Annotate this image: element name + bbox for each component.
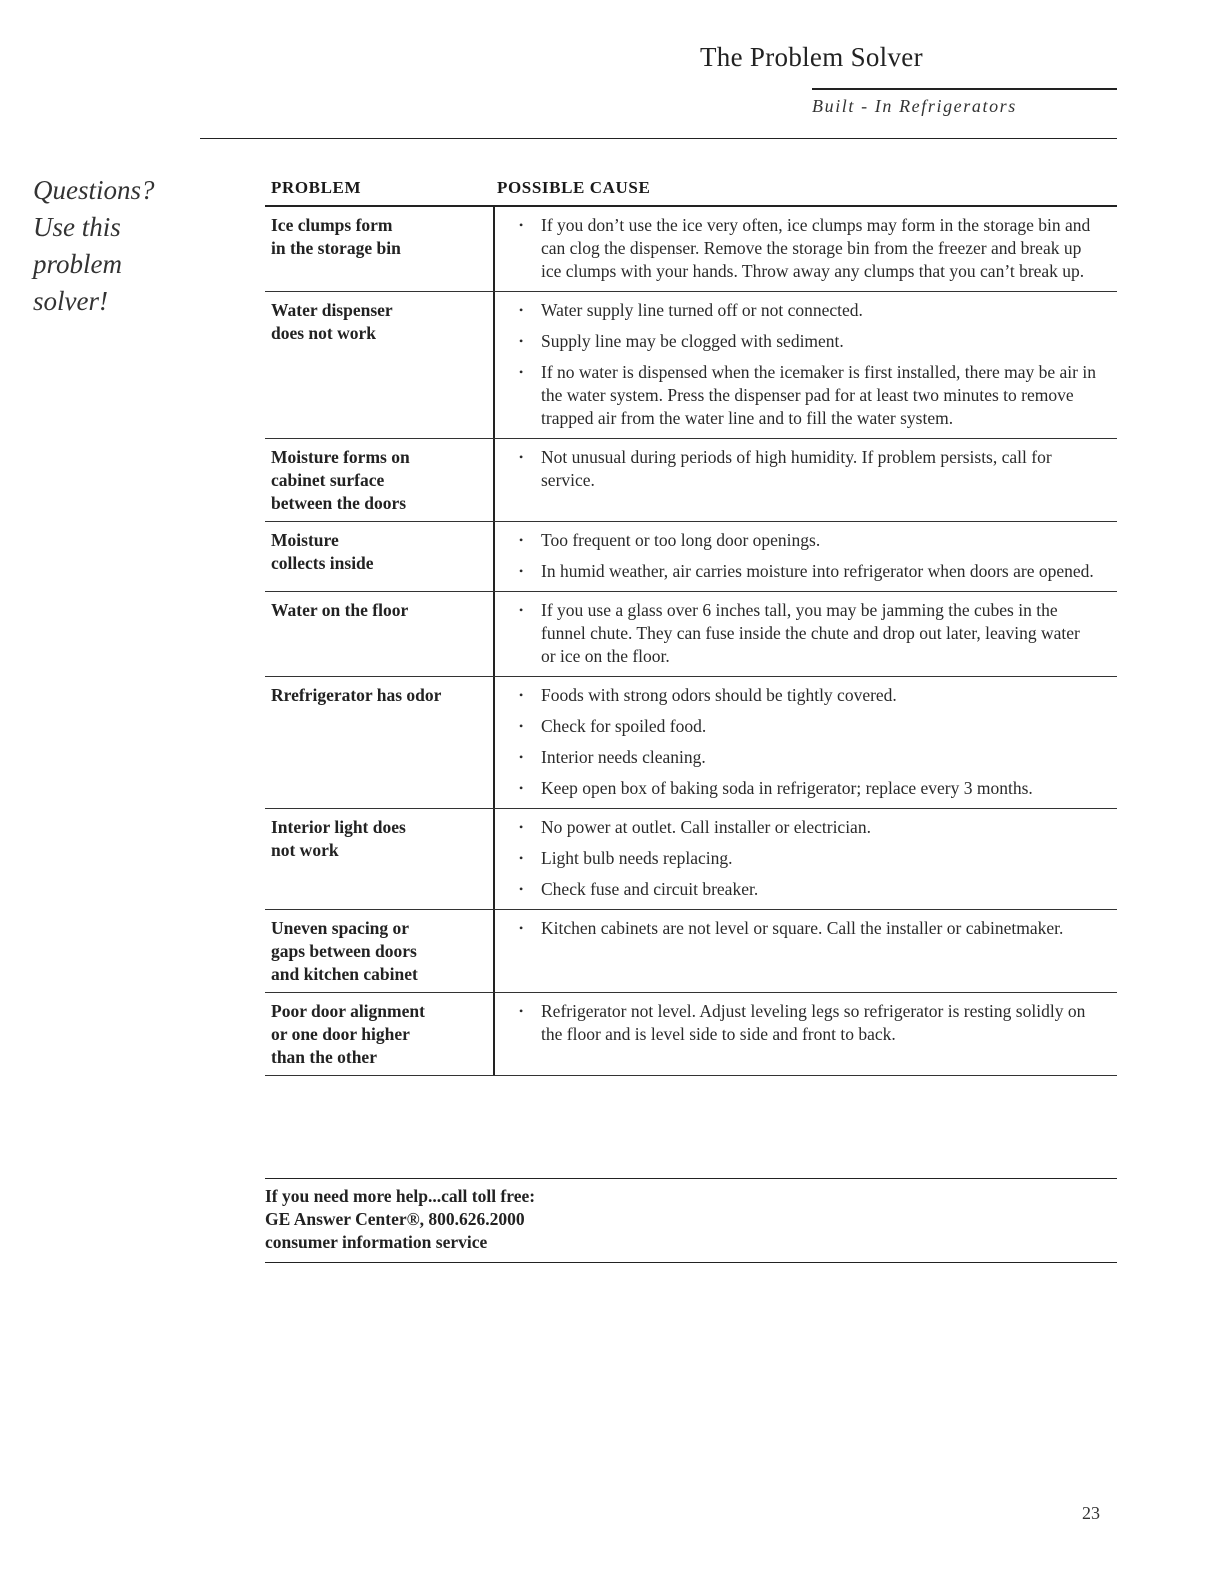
bullet-icon: • (519, 882, 524, 896)
table-row (265, 809, 1117, 910)
bullet-icon: • (519, 750, 524, 764)
problem-text: not work (271, 840, 339, 860)
problem-text: Poor door alignment (271, 1001, 425, 1021)
cause-item (519, 529, 1097, 552)
cause-cell (495, 592, 1117, 676)
table-row (265, 292, 1117, 439)
help-phone-line: GE Answer Center®, 800.626.2000 (265, 1209, 525, 1229)
cause-text: Foods with strong odors should be tightly covered. (541, 685, 897, 705)
problem-cell (265, 809, 495, 909)
cause-text: Interior needs cleaning. (541, 747, 706, 767)
problem-text: Moisture forms on (271, 447, 410, 467)
bullet-icon: • (519, 781, 524, 795)
cause-item (519, 917, 1097, 940)
cause-text: Water supply line turned off or not connected. (541, 300, 863, 320)
trouble-table (265, 174, 1117, 1076)
problem-text: Uneven spacing or (271, 918, 410, 938)
problem-text: between the doors (271, 493, 407, 513)
bullet-icon: • (519, 533, 524, 547)
cause-cell (495, 292, 1117, 438)
cause-item (519, 1000, 1097, 1046)
cause-cell (495, 207, 1117, 291)
header-rule (200, 138, 1117, 139)
tagline-line: Use this (33, 212, 121, 242)
bullet-icon: • (519, 564, 524, 578)
page-number: 23 (1082, 1503, 1100, 1523)
cause-text: In humid weather, air carries moisture into refrigerator when doors are opened. (541, 561, 1094, 581)
cause-text: Too frequent or too long door openings. (541, 530, 821, 550)
table-row (265, 910, 1117, 993)
page-title: The Problem Solver (700, 42, 923, 72)
table-row (265, 677, 1117, 809)
problem-cell (265, 207, 495, 291)
tagline-line: solver! (33, 286, 108, 316)
cause-item (519, 330, 1097, 353)
cause-item (519, 684, 1097, 707)
problem-text: Rrefrigerator has odor (271, 685, 442, 705)
problem-text: or one door higher (271, 1024, 410, 1044)
problem-text: does not work (271, 323, 377, 343)
tagline-line: problem (33, 249, 122, 279)
cause-cell (495, 993, 1117, 1075)
tagline-line: Questions? (33, 175, 155, 205)
side-tagline (33, 172, 213, 320)
table-body (265, 207, 1117, 1076)
cause-item (519, 446, 1097, 492)
cause-item (519, 746, 1097, 769)
page-subtitle: Built - In Refrigerators (812, 96, 1017, 116)
cause-text: Not unusual during periods of high humidity. If problem persists, call for service. (541, 447, 1052, 490)
bullet-icon: • (519, 719, 524, 733)
table-row (265, 207, 1117, 292)
bullet-icon: • (519, 820, 524, 834)
cause-text: Keep open box of baking soda in refrigerator; replace every 3 months. (541, 778, 1033, 798)
problem-cell (265, 522, 495, 591)
cause-item (519, 214, 1097, 283)
table-row (265, 993, 1117, 1076)
table-header (265, 174, 1117, 207)
bullet-icon: • (519, 334, 524, 348)
cause-item (519, 299, 1097, 322)
bullet-icon: • (519, 921, 524, 935)
cause-text: Light bulb needs replacing. (541, 848, 733, 868)
cause-text: No power at outlet. Call installer or electrician. (541, 817, 871, 837)
bullet-icon: • (519, 688, 524, 702)
problem-cell (265, 292, 495, 438)
cause-text: Refrigerator not level. Adjust leveling legs so refrigerator is resting solidly on the floor and is level side to side and front to back. (541, 1001, 1086, 1044)
cause-item (519, 560, 1097, 583)
cause-item (519, 777, 1097, 800)
problem-cell (265, 439, 495, 521)
cause-text: If you don’t use the ice very often, ice clumps may form in the storage bin and can clog the dispenser. Remove the storage bin from the freezer and break up ice clumps with your hands. Throw away any clumps that you can’t break up. (541, 215, 1091, 281)
problem-text: Water dispenser (271, 300, 393, 320)
help-line: If you need more help...call toll free: (265, 1186, 536, 1206)
help-box (265, 1178, 1117, 1263)
cause-text: If no water is dispensed when the icemaker is first installed, there may be air in the water system. Press the dispenser pad for at least two minutes to remove trapped air from the water line and to fill the water system. (541, 362, 1096, 428)
bullet-icon: • (519, 303, 524, 317)
problem-text: in the storage bin (271, 238, 401, 258)
problem-text: Ice clumps form (271, 215, 393, 235)
cause-item (519, 599, 1097, 668)
table-row (265, 522, 1117, 592)
cause-item (519, 715, 1097, 738)
cause-cell (495, 809, 1117, 909)
cause-text: Check for spoiled food. (541, 716, 707, 736)
problem-text: Moisture (271, 530, 339, 550)
problem-text: Interior light does (271, 817, 406, 837)
cause-item (519, 361, 1097, 430)
bullet-icon: • (519, 603, 524, 617)
problem-cell (265, 993, 495, 1075)
problem-cell (265, 910, 495, 992)
cause-item (519, 816, 1097, 839)
problem-text: and kitchen cabinet (271, 964, 418, 984)
cause-cell (495, 910, 1117, 992)
cause-text: Supply line may be clogged with sediment. (541, 331, 844, 351)
column-header-cause: POSSIBLE CAUSE (497, 178, 651, 197)
table-row (265, 592, 1117, 677)
problem-text: Water on the floor (271, 600, 409, 620)
bullet-icon: • (519, 218, 524, 232)
column-header-problem: PROBLEM (271, 178, 362, 197)
cause-item (519, 878, 1097, 901)
problem-text: cabinet surface (271, 470, 385, 490)
problem-cell (265, 592, 495, 676)
problem-text: than the other (271, 1047, 377, 1067)
cause-text: Check fuse and circuit breaker. (541, 879, 759, 899)
cause-cell (495, 677, 1117, 808)
table-row (265, 439, 1117, 522)
bullet-icon: • (519, 851, 524, 865)
cause-text: If you use a glass over 6 inches tall, you may be jamming the cubes in the funnel chute. They can fuse inside the chute and drop out later, leaving water or ice on the floor. (541, 600, 1080, 666)
problem-cell (265, 677, 495, 808)
bullet-icon: • (519, 1004, 524, 1018)
problem-text: collects inside (271, 553, 374, 573)
cause-item (519, 847, 1097, 870)
help-line: consumer information service (265, 1232, 488, 1252)
problem-text: gaps between doors (271, 941, 417, 961)
bullet-icon: • (519, 365, 524, 379)
cause-cell (495, 439, 1117, 521)
cause-text: Kitchen cabinets are not level or square. Call the installer or cabinetmaker. (541, 918, 1064, 938)
title-rule (812, 88, 1117, 90)
cause-cell (495, 522, 1117, 591)
bullet-icon: • (519, 450, 524, 464)
